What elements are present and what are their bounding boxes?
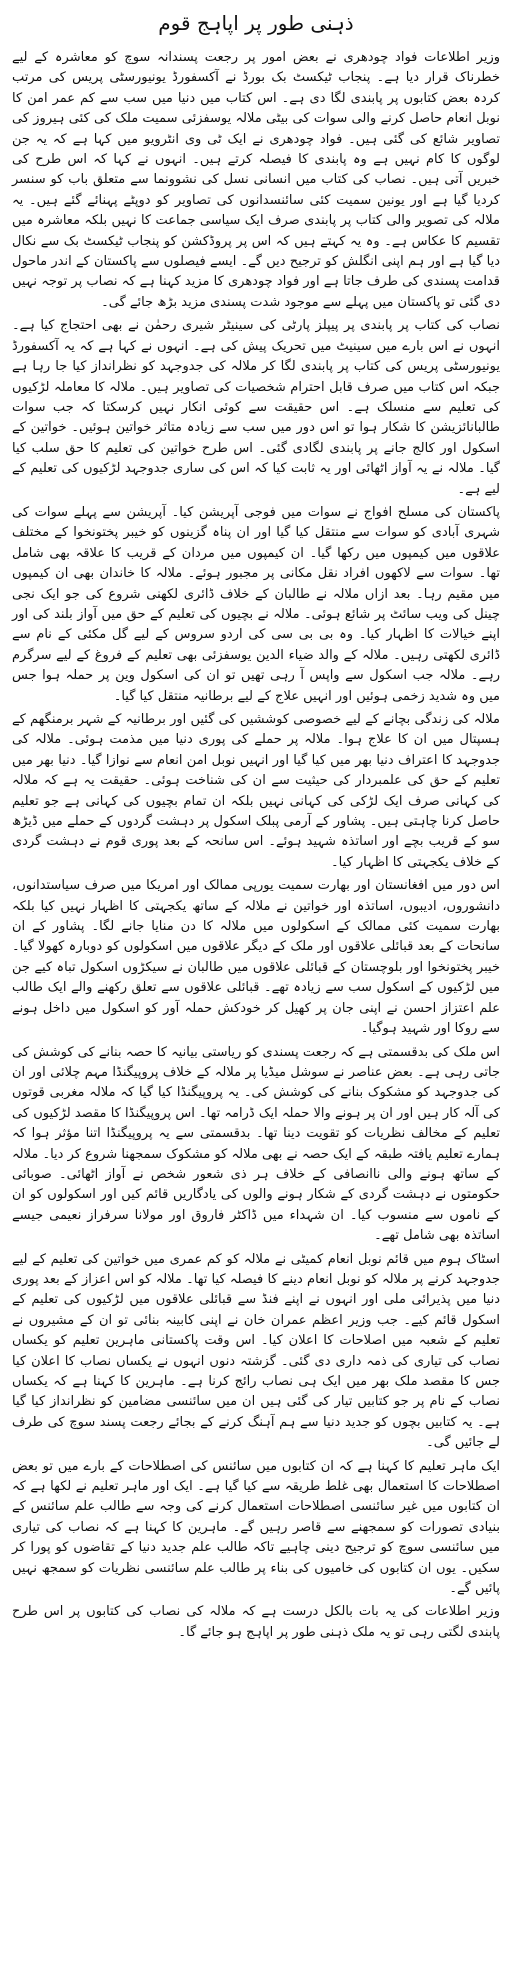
article-paragraph: اس ملک کی بدقسمتی ہے کہ رجعت پسندی کو ریاستی بیانیہ کا حصہ بنانے کی کوشش کی جاتی رہی ہے۔ بعض عناصر نے سوشل میڈیا پر ملالہ کے خلاف پروپیگنڈا مہم چلائی اور ان کی جدوجہد کو مشکوک بنانے کی کوشش کی۔ یہ پروپیگنڈا کیا گیا کہ ملالہ مغربی قوتوں کی آلہ کار ہیں اور ان پر ہونے والا حملہ ایک ڈرامہ تھا۔ اس پروپیگنڈا کا مقصد لڑکیوں کی تعلیم کے مخالف نظریات کو تقویت دینا تھا۔ بدقسمتی سے یہ پروپیگنڈا اتنا مؤثر ہوا کہ ہمارے تعلیم یافتہ طبقہ کے ایک حصہ نے بھی ملالہ کو مشکوک سمجھنا شروع کر دیا۔ ملالہ کے ساتھ ہونے والی ناانصافی کے خلاف ہر ذی شعور شخص نے آواز اٹھائی۔ صوبائی حکومتوں نے دہشت گردی کے شکار ہونے والوں کی یادگاریں قائم کیں اور اسکولوں کو ان کے ناموں سے منسوب کیا۔ ان شہداء میں ڈاکٹر فاروق اور مولانا سرفراز نعیمی جیسے اساتذہ بھی شامل تھے۔ xyxy=(12,1044,500,1244)
article-paragraph: وزیر اطلاعات فواد چودھری نے بعض امور پر رجعت پسندانہ سوچ کو معاشرہ کے لیے خطرناک قرار دیا ہے۔ پنجاب ٹیکسٹ بک بورڈ نے آکسفورڈ یونیورسٹی پریس کی مرتب کردہ بعض کتابوں پر پابندی لگا دی ہے۔ اس کتاب میں دنیا میں سب سے کم عمر امن کا نوبل انعام حاصل کرنے والی سوات کی بیٹی ملالہ یوسفزئی سمیت ملک کی کئی ہیروز کی تصاویر شائع کی گئی ہیں۔ فواد چودھری نے ایک ٹی وی انٹرویو میں کہا ہے کہ یہ جن لوگوں کا کام نہیں ہے وہ پابندی کا فیصلہ کرتے ہیں۔ انہوں نے کہا کہ اس طرح کی خبریں آتی ہیں۔ نصاب کی کتاب میں انسانی نسل کی نشوونما سے متعلق باب کو سنسر کردیا گیا ہے اور یونین سمیت کئی سائنسدانوں کی تصاویر کو دوپٹے پہنائے گئے ہیں۔ یہ ملالہ کی تصویر والی کتاب پر پابندی صرف ایک سیاسی جماعت کا نہیں بلکہ معاشرہ میں تقسیم کا عکاس ہے۔ وہ یہ کہتے ہیں کہ اس پر پروڈکشن کو پنجاب ٹیکسٹ بک سے نکال دیا گیا ہے اور ہم اپنی انگلش کو ترجیح دیں گے۔ ایسے فیصلوں سے پاکستان کے اندر ماحول قدامت پسندی کی طرف جاتا ہے اور فواد چودھری کا مزید کہنا ہے کہ نصاب پر توجہ نہیں دی گئی تو پاکستان میں پہلے سے موجود شدت پسندی مزید بڑھ جائے گی۔ xyxy=(12,50,500,310)
article-paragraph: اسٹاک ہوم میں قائم نوبل انعام کمیٹی نے ملالہ کو کم عمری میں خواتین کی تعلیم کے لیے جدوجہد کرنے پر ملالہ کو نوبل انعام دینے کا فیصلہ کیا تھا۔ ملالہ کو اس اعزاز کے بعد پوری دنیا میں پذیرائی ملی اور انہوں نے اپنے فنڈ سے قبائلی علاقوں میں لڑکیوں کی تعلیم کے اسکول قائم کیے۔ جب وزیر اعظم عمران خان نے اپنی کابینہ بنائی تو ان کے مشیروں نے تعلیم کے شعبہ میں اصلاحات کا اعلان کیا۔ اس وقت پاکستانی ماہرین تعلیم کو یکساں نصاب کی تیاری کی ذمہ داری دی گئی۔ گزشتہ دنوں انہوں نے یکساں نصاب کا اعلان کیا جس کا مقصد ملک بھر میں ایک ہی نصاب رائج کرنا ہے۔ ماہرین کا کہنا ہے کہ یکساں نصاب کے نام پر جو کتابیں تیار کی گئی ہیں ان میں سائنسی مضامین کو نظرانداز کیا گیا ہے۔ یہ کتابیں بچوں کو جدید دنیا سے ہم آہنگ کرنے کے بجائے رجعت پسند سوچ کی طرف لے جائیں گی۔ xyxy=(12,1251,500,1451)
article-headline: ذہنی طور پر اپاہج قوم xyxy=(158,11,354,35)
article-paragraph: نصاب کی کتاب پر پابندی پر پیپلز پارٹی کی سینیٹر شیری رحمٰن نے بھی احتجاج کیا ہے۔ انہوں نے اس بارے میں سینیٹ میں تحریک پیش کی ہے۔ انہوں نے کہا ہے کہ یہ آکسفورڈ یونیورسٹی پریس کی کتاب پر پابندی لگا کر ملالہ کی جدوجہد کو نظرانداز کیا جا رہا ہے جبکہ اس کتاب میں صرف قابل احترام شخصیات کی تصاویر ہیں۔ ملالہ کا معاملہ لڑکیوں کی تعلیم سے منسلک ہے۔ اس حقیقت سے کوئی انکار نہیں کرسکتا کہ جب سوات طالبانائزیشن کا شکار ہوا تو اس دور میں سب سے زیادہ متاثر خواتین ہوئیں۔ خواتین کے اسکول اور کالج جانے پر پابندی لگادی گئی۔ اس طرح خواتین کی تعلیم کا حق سلب کیا گیا۔ ملالہ نے یہ آواز اٹھائی اور یہ ثابت کیا کہ اس کی ساری جدوجہد لڑکیوں کی تعلیم کے لیے ہے۔ xyxy=(12,318,500,497)
article-paragraph: پاکستان کی مسلح افواج نے سوات میں فوجی آپریشن کیا۔ آپریشن سے پہلے سوات کی شہری آبادی کو سوات سے منتقل کیا گیا اور ان پناہ گزینوں کو خیبر پختونخوا کے مختلف علاقوں میں کیمپوں میں رکھا گیا۔ ان کیمپوں میں مردان کے قریب کا علاقہ بھی شامل تھا۔ سوات سے لاکھوں افراد نقل مکانی پر مجبور ہوئے۔ ملالہ کا خاندان بھی ان کیمپوں میں مقیم رہا۔ بعد ازاں ملالہ نے طالبان کے خلاف ڈائری لکھنی شروع کی جو ایک نجی چینل کی ویب سائٹ پر شائع ہوئی۔ ملالہ نے بچیوں کی تعلیم کے حق میں آواز بلند کی اور اپنے خیالات کا اظہار کیا۔ وہ بی بی سی کی اردو سروس کے لیے گل مکئی کے نام سے ڈائری لکھتی رہیں۔ ملالہ کے والد ضیاء الدین یوسفزئی بھی تعلیم کے فروغ کے لیے سرگرم رہے۔ ملالہ جب اسکول سے واپس آ رہی تھیں تو ان کی اسکول وین پر حملہ ہوا جس میں وہ شدید زخمی ہوئیں اور انہیں علاج کے لیے برطانیہ منتقل کیا گیا۔ xyxy=(12,504,500,704)
article-paragraph: ملالہ کی زندگی بچانے کے لیے خصوصی کوششیں کی گئیں اور برطانیہ کے شہر برمنگھم کے ہسپتال میں ان کا علاج ہوا۔ ملالہ پر حملے کی پوری دنیا میں مذمت ہوئی۔ ملالہ کی جدوجہد کا اعتراف دنیا بھر میں کیا گیا اور انہیں نوبل امن انعام سے نوازا گیا۔ دنیا بھر میں تعلیم کے حق کی علمبردار کی حیثیت سے ان کی شناخت ہوئی۔ حقیقت یہ ہے کہ ملالہ کی کہانی صرف ایک لڑکی کی کہانی نہیں بلکہ ان تمام بچیوں کی کہانی ہے جو تعلیم حاصل کرنا چاہتی ہیں۔ پشاور کے آرمی پبلک اسکول پر دہشت گردوں کے حملے میں ڈیڑھ سو کے قریب بچے اور اساتذہ شہید ہوئے۔ اس سانحہ کے بعد پوری قوم نے دہشت گردی کے خلاف یکجہتی کا اظہار کیا۔ xyxy=(12,712,500,870)
article-paragraph: اس دور میں افغانستان اور بھارت سمیت یورپی ممالک اور امریکا میں صرف سیاستدانوں، دانشوروں، ادیبوں، اساتذہ اور خواتین نے ملالہ کے ساتھ یکجہتی کا اظہار نہیں کیا بلکہ بھارت سمیت کئی ممالک کے اسکولوں میں ملالہ کا دن منایا جانے لگا۔ پشاور کے ان سانحات کے بعد قبائلی علاقوں اور ملک کے دیگر علاقوں میں اسکولوں کو دوبارہ کھولا گیا۔ خیبر پختونخوا اور بلوچستان کے قبائلی علاقوں میں طالبان نے سیکڑوں اسکول تباہ کیے جن میں لڑکیوں کے اسکول سب سے زیادہ تھے۔ قبائلی علاقوں سے تعلق رکھنے والے ایک طالب علم اعتزاز احسن نے اپنی جان پر کھیل کر خودکش حملہ آور کو اسکول میں داخل ہونے سے روکا اور شہید ہوگیا۔ xyxy=(12,878,500,1037)
article-paragraph: ایک ماہر تعلیم کا کہنا ہے کہ ان کتابوں میں سائنس کی اصطلاحات کے بارے میں تو بعض اصطلاحات کا استعمال بھی غلط طریقہ سے کیا گیا ہے۔ ایک اور ماہر تعلیم نے لکھا ہے کہ ان کتابوں میں غیر سائنسی اصطلاحات استعمال کرنے کی وجہ سے طالب علم سائنس کے بنیادی تصورات کو سمجھنے سے قاصر رہیں گے۔ ماہرین کا کہنا ہے کہ نصاب کی تیاری میں سائنسی سوچ کو ترجیح دینی چاہیے تاکہ طالب علم جدید دنیا کے تقاضوں کو پورا کر سکیں۔ یوں ان کتابوں کی خامیوں کی بناء پر طالب علم سائنسی نظریات کو سمجھ نہیں پائیں گے۔ xyxy=(12,1458,500,1597)
article-paragraph: وزیر اطلاعات کی یہ بات بالکل درست ہے کہ ملالہ کی نصاب کی کتابوں پر اس طرح پابندی لگتی رہی تو یہ ملک ذہنی طور پر اپاہج ہو جائے گا۔ xyxy=(12,1604,500,1640)
